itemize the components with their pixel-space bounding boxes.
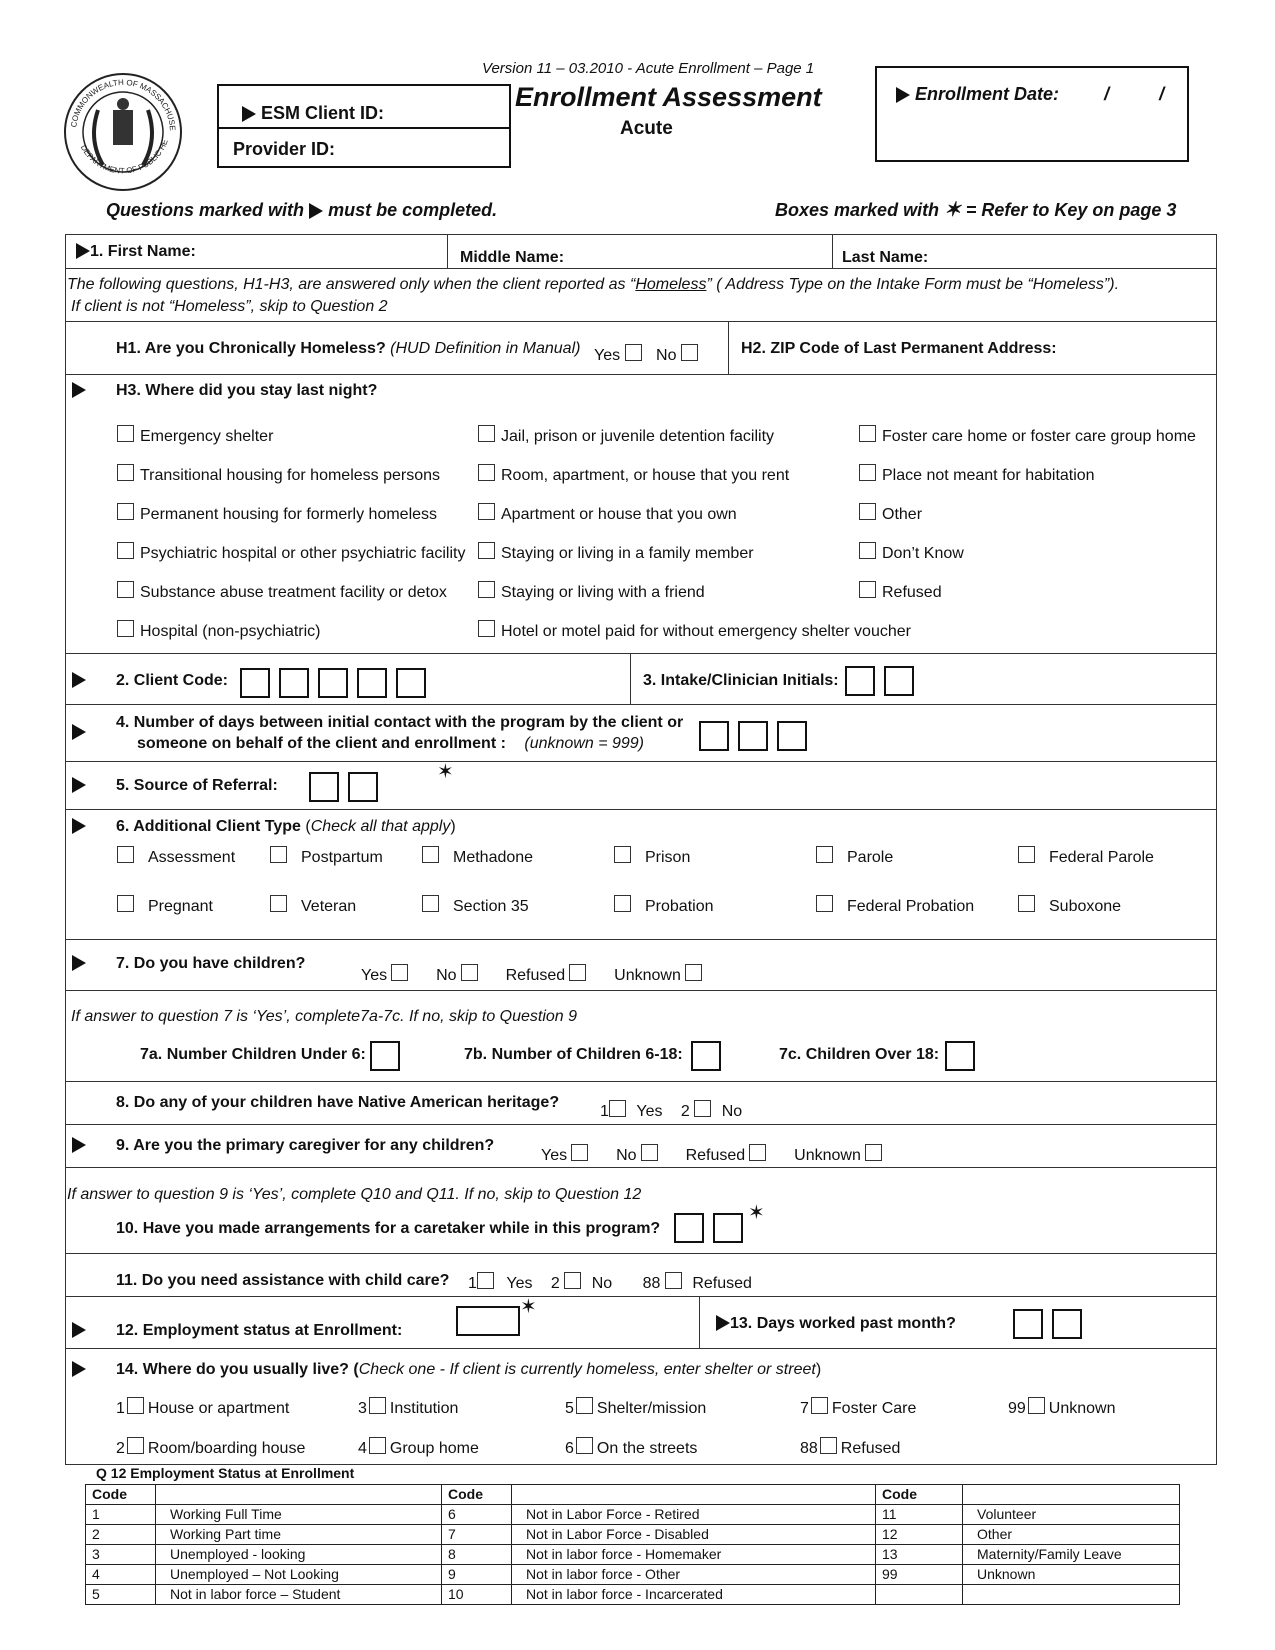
- option-label: Refused: [505, 967, 566, 984]
- h3-option-label: Room, apartment, or house that you rent: [501, 467, 790, 484]
- children-6-18-box[interactable]: [691, 1041, 721, 1071]
- client-type-label: Prison: [645, 849, 691, 866]
- client-type-label: Section 35: [453, 898, 529, 915]
- client-type-checkbox[interactable]: [1018, 846, 1035, 863]
- children-over-18-box[interactable]: [945, 1041, 975, 1071]
- key-code-cell: 6: [442, 1505, 512, 1525]
- client-type-option[interactable]: [614, 846, 690, 867]
- h3-option-checkbox[interactable]: [478, 581, 495, 598]
- key-desc-cell: Not in Labor Force - Retired: [512, 1505, 876, 1525]
- client-type-label: Federal Probation: [847, 898, 975, 915]
- residence-label: Room/boarding house: [147, 1440, 306, 1457]
- key-code-cell: 9: [442, 1565, 512, 1585]
- h3-option-label: Refused: [882, 584, 942, 601]
- key-code-cell: 11: [876, 1505, 963, 1525]
- referral-box-1[interactable]: [309, 772, 339, 802]
- client-type-label: Suboxone: [1049, 898, 1122, 915]
- residence-label: Foster Care: [831, 1400, 917, 1417]
- h3-option-label: Emergency shelter: [140, 428, 274, 445]
- key-desc-cell: Not in labor force - Other: [512, 1565, 876, 1585]
- h3-option[interactable]: [859, 425, 1196, 464]
- days-box-3[interactable]: [777, 721, 807, 751]
- days-worked-question: 13. Days worked past month?: [716, 1315, 956, 1333]
- homeless-note-1: The following questions, H1-H3, are answered only when the client reported as “Homeless” ( Address Type on the Intake Form must be “Homeless”).: [67, 276, 1120, 293]
- client-type-option[interactable]: [422, 846, 533, 867]
- yes-no-option[interactable]: [541, 1147, 588, 1164]
- h3-option-label: Hospital (non-psychiatric): [140, 623, 321, 640]
- option-checkbox[interactable]: [749, 1144, 766, 1161]
- h3-option[interactable]: [478, 581, 911, 620]
- option-label: Refused: [685, 1147, 746, 1164]
- seal-text-top: COMMONWEALTH OF MASSACHUSE: [69, 77, 178, 132]
- h3-option-label: Foster care home or foster care group home: [882, 428, 1196, 445]
- h1-question: H1. Are you Chronically Homeless? (HUD Definition in Manual): [116, 340, 581, 357]
- key-star-icon: ✶: [944, 199, 961, 221]
- h3-question: H3. Where did you stay last night?: [72, 382, 377, 400]
- key-code-cell: 1: [86, 1505, 156, 1525]
- h3-option-label: Don’t Know: [882, 545, 964, 562]
- q11-refused-checkbox[interactable]: [665, 1272, 682, 1289]
- residence-checkbox[interactable]: [369, 1397, 386, 1414]
- children-question: 7. Do you have children?: [72, 955, 305, 973]
- enrollment-date-label: Enrollment Date: / /: [896, 84, 1164, 105]
- homeless-note-2: If client is not “Homeless”, skip to Question 2: [71, 298, 388, 315]
- days-box-1[interactable]: [699, 721, 729, 751]
- residence-option[interactable]: [358, 1437, 479, 1458]
- key-code-cell: 4: [86, 1565, 156, 1585]
- client-type-checkbox[interactable]: [117, 846, 134, 863]
- required-arrow-icon: [72, 672, 86, 688]
- client-type-label: Assessment: [148, 849, 236, 866]
- version-line: Version 11 – 03.2010 - Acute Enrollment – Page 1: [482, 60, 815, 77]
- residence-option[interactable]: [1008, 1397, 1116, 1418]
- residence-checkbox[interactable]: [820, 1437, 837, 1454]
- initials-box-2[interactable]: [884, 666, 914, 696]
- residence-code: 1: [116, 1400, 125, 1417]
- h3-option-checkbox[interactable]: [117, 503, 134, 520]
- child-care-question: 11. Do you need assistance with child care?: [116, 1272, 450, 1289]
- key-desc-cell: Maternity/Family Leave: [963, 1545, 1180, 1565]
- residence-checkbox[interactable]: [576, 1437, 593, 1454]
- yes-no-option[interactable]: [506, 967, 587, 984]
- required-arrow-icon: [72, 777, 86, 793]
- h1-yes-checkbox[interactable]: [625, 344, 642, 361]
- h3-option[interactable]: [859, 464, 1196, 503]
- name-row: [65, 235, 1217, 269]
- yes-no-option[interactable]: [361, 967, 408, 984]
- seal-text-bottom: DEPARTMENT OF PUBLIC HE: [78, 138, 170, 176]
- client-type-label: Postpartum: [301, 849, 383, 866]
- key-star-icon: ✶: [748, 1202, 765, 1224]
- h3-option-label: Substance abuse treatment facility or detox: [140, 584, 447, 601]
- client-code-box-2[interactable]: [279, 668, 309, 698]
- client-code-question: 2. Client Code:: [72, 672, 228, 690]
- key-table-title: Q 12 Employment Status at Enrollment: [96, 1465, 355, 1481]
- client-code-box-5[interactable]: [396, 668, 426, 698]
- client-type-checkbox[interactable]: [816, 846, 833, 863]
- key-desc-cell: Working Full Time: [156, 1505, 442, 1525]
- key-desc-cell: Unknown: [963, 1565, 1180, 1585]
- client-type-label: Parole: [847, 849, 894, 866]
- residence-option[interactable]: [565, 1437, 697, 1458]
- client-type-option[interactable]: [270, 895, 356, 916]
- yes-no-option[interactable]: [436, 967, 477, 984]
- residence-option[interactable]: [800, 1437, 900, 1458]
- children-over-18-label: 7c. Children Over 18:: [779, 1046, 940, 1063]
- form-title: Enrollment Assessment: [515, 82, 822, 112]
- key-code-cell: 10: [442, 1585, 512, 1605]
- residence-label: Refused: [840, 1440, 901, 1457]
- provider-id-label: Provider ID:: [233, 139, 336, 159]
- client-type-checkbox[interactable]: [117, 895, 134, 912]
- h3-option-checkbox[interactable]: [478, 620, 495, 637]
- client-type-option[interactable]: [117, 846, 235, 867]
- key-star-icon: ✶: [520, 1296, 537, 1318]
- key-code-cell: 8: [442, 1545, 512, 1565]
- h3-option-label: Staying or living with a friend: [501, 584, 705, 601]
- q4-arrow: [72, 724, 86, 742]
- h3-option-checkbox[interactable]: [117, 620, 134, 637]
- residence-checkbox[interactable]: [1028, 1397, 1045, 1414]
- required-arrow-icon: [309, 203, 323, 219]
- key-code-cell: 12: [876, 1525, 963, 1545]
- form-subtitle: Acute: [620, 118, 673, 139]
- client-type-label: Probation: [645, 898, 714, 915]
- intake-initials-question: 3. Intake/Clinician Initials:: [643, 672, 839, 689]
- required-arrow-icon: [76, 243, 90, 259]
- employment-question: 12. Employment status at Enrollment:: [72, 1312, 402, 1340]
- h3-option-label: Psychiatric hospital or other psychiatric facility: [140, 545, 466, 562]
- caretaker-box-1[interactable]: [674, 1213, 704, 1243]
- yes-no-option[interactable]: [616, 1147, 657, 1164]
- q11-yes-checkbox[interactable]: [477, 1272, 494, 1289]
- q9-note: If answer to question 9 is ‘Yes’, complete Q10 and Q11. If no, skip to Question 12: [67, 1186, 642, 1203]
- days-to-enrollment-line2: someone on behalf of the client and enrollment : (unknown = 999): [137, 735, 645, 752]
- key-desc-cell: Unemployed – Not Looking: [156, 1565, 442, 1585]
- h3-option[interactable]: [117, 581, 465, 620]
- option-checkbox[interactable]: [569, 964, 586, 981]
- key-code-cell: 3: [86, 1545, 156, 1565]
- yes-no-option[interactable]: [686, 1147, 767, 1164]
- key-desc-cell: Not in labor force - Incarcerated: [512, 1585, 876, 1605]
- option-label: No: [436, 967, 457, 984]
- h3-option-label: Place not meant for habitation: [882, 467, 1095, 484]
- h3-option-checkbox[interactable]: [117, 425, 134, 442]
- key-code-cell: [876, 1585, 963, 1605]
- h3-option-label: Other: [882, 506, 923, 523]
- residence-label: Group home: [389, 1440, 479, 1457]
- option-label: Yes: [541, 1147, 568, 1164]
- required-note: Questions marked with must be completed.: [106, 200, 498, 220]
- required-arrow-icon: [72, 1361, 86, 1377]
- key-table-row: [86, 1585, 1180, 1605]
- h3-column-1: [117, 425, 465, 659]
- children-6-18-label: 7b. Number of Children 6-18:: [464, 1046, 683, 1063]
- native-american-question: 8. Do any of your children have Native American heritage?: [116, 1094, 560, 1111]
- h3-option-checkbox[interactable]: [478, 503, 495, 520]
- key-desc-cell: Other: [963, 1525, 1180, 1545]
- residence-code: 5: [565, 1400, 574, 1417]
- option-checkbox[interactable]: [865, 1144, 882, 1161]
- state-seal: [58, 70, 188, 195]
- residence-label: Unknown: [1048, 1400, 1116, 1417]
- employment-box[interactable]: [456, 1306, 520, 1336]
- residence-checkbox[interactable]: [127, 1397, 144, 1414]
- caretaker-box-2[interactable]: [713, 1213, 743, 1243]
- client-type-question: 6. Additional Client Type (Check all that apply): [72, 818, 456, 836]
- option-label: Unknown: [794, 1147, 861, 1164]
- client-type-option[interactable]: [117, 895, 213, 916]
- residence-checkbox[interactable]: [576, 1397, 593, 1414]
- client-type-checkbox[interactable]: [270, 895, 287, 912]
- h3-option-checkbox[interactable]: [117, 542, 134, 559]
- h3-option-checkbox[interactable]: [859, 581, 876, 598]
- native-american-options: 1 Yes 2 No: [600, 1100, 742, 1121]
- required-arrow-icon: [896, 87, 910, 103]
- client-type-label: Methadone: [453, 849, 534, 866]
- key-desc-cell: Not in labor force – Student: [156, 1585, 442, 1605]
- residence-label: On the streets: [596, 1440, 698, 1457]
- h3-option-checkbox[interactable]: [859, 464, 876, 481]
- key-table-row: [86, 1505, 1180, 1525]
- key-code-cell: 2: [86, 1525, 156, 1545]
- required-arrow-icon: [72, 1322, 86, 1338]
- key-code-cell: 5: [86, 1585, 156, 1605]
- h3-option[interactable]: [478, 425, 911, 464]
- h3-option[interactable]: [117, 425, 465, 464]
- residence-option[interactable]: [116, 1437, 305, 1458]
- client-code-box-4[interactable]: [357, 668, 387, 698]
- key-code-cell: 7: [442, 1525, 512, 1545]
- key-table-row: [86, 1545, 1180, 1565]
- residence-code: 6: [565, 1440, 574, 1457]
- h3-option[interactable]: [859, 581, 1196, 620]
- required-arrow-icon: [716, 1315, 730, 1331]
- enrollment-date-box[interactable]: [875, 66, 1189, 162]
- primary-caregiver-question: 9. Are you the primary caregiver for any children?: [72, 1137, 494, 1155]
- h3-option-checkbox[interactable]: [478, 542, 495, 559]
- client-type-option[interactable]: [1018, 846, 1154, 867]
- key-desc-cell: Volunteer: [963, 1505, 1180, 1525]
- required-arrow-icon: [242, 106, 256, 122]
- key-code-header: Code: [86, 1485, 156, 1505]
- client-type-option[interactable]: [270, 846, 383, 867]
- days-worked-box-1[interactable]: [1013, 1309, 1043, 1339]
- required-arrow-icon: [72, 382, 86, 398]
- usual-residence-question: 14. Where do you usually live? (Check one - If client is currently homeless, enter shelter or street): [72, 1361, 821, 1379]
- last-name-label[interactable]: Last Name:: [842, 249, 929, 266]
- children-under-6-label: 7a. Number Children Under 6:: [140, 1046, 366, 1063]
- q2-q3-row: [65, 654, 1217, 705]
- h3-option-label: Apartment or house that you own: [501, 506, 737, 523]
- h3-column-2: [478, 425, 911, 659]
- h3-option-label: Permanent housing for formerly homeless: [140, 506, 438, 523]
- h3-option-label: Transitional housing for homeless persons: [140, 467, 441, 484]
- client-type-option[interactable]: [614, 895, 714, 916]
- key-code-header: Code: [876, 1485, 963, 1505]
- key-desc-cell: Working Part time: [156, 1525, 442, 1545]
- h3-option-checkbox[interactable]: [859, 503, 876, 520]
- key-desc-cell: [963, 1585, 1180, 1605]
- option-checkbox[interactable]: [571, 1144, 588, 1161]
- esm-client-id-label: ESM Client ID:: [242, 103, 384, 124]
- residence-checkbox[interactable]: [369, 1437, 386, 1454]
- client-code-box-3[interactable]: [318, 668, 348, 698]
- h3-option-label: Staying or living in a family member: [501, 545, 754, 562]
- referral-source-question: 5. Source of Referral:: [72, 777, 278, 795]
- q8-no-checkbox[interactable]: [694, 1100, 711, 1117]
- h3-option-label: Hotel or motel paid for without emergency shelter voucher: [501, 623, 911, 640]
- client-type-checkbox[interactable]: [422, 846, 439, 863]
- residence-code: 3: [358, 1400, 367, 1417]
- option-label: No: [616, 1147, 637, 1164]
- client-type-option[interactable]: [1018, 895, 1121, 916]
- residence-code: 88: [800, 1440, 818, 1457]
- key-desc-cell: Not in Labor Force - Disabled: [512, 1525, 876, 1545]
- residence-code: 4: [358, 1440, 367, 1457]
- client-type-checkbox[interactable]: [816, 895, 833, 912]
- h3-option[interactable]: [117, 503, 465, 542]
- option-checkbox[interactable]: [461, 964, 478, 981]
- first-name-label[interactable]: 1. First Name:: [76, 243, 196, 261]
- required-arrow-icon: [72, 955, 86, 971]
- h3-option-checkbox[interactable]: [117, 464, 134, 481]
- children-options: [361, 964, 730, 985]
- residence-option[interactable]: [116, 1397, 289, 1418]
- key-star-icon: ✶: [437, 761, 454, 783]
- client-type-option[interactable]: [816, 895, 974, 916]
- h3-option[interactable]: [117, 542, 465, 581]
- h3-option[interactable]: [478, 503, 911, 542]
- key-desc-cell: Unemployed - looking: [156, 1545, 442, 1565]
- q7-note: If answer to question 7 is ‘Yes’, complete7a-7c. If no, skip to Question 9: [71, 1008, 578, 1025]
- residence-label: House or apartment: [147, 1400, 290, 1417]
- h3-option[interactable]: [478, 464, 911, 503]
- child-care-options: 1 Yes 2 No 88 Refused: [468, 1272, 752, 1293]
- client-code-box-1[interactable]: [240, 668, 270, 698]
- client-type-checkbox[interactable]: [614, 895, 631, 912]
- h3-option[interactable]: [117, 464, 465, 503]
- residence-code: 99: [1008, 1400, 1026, 1417]
- client-type-checkbox[interactable]: [614, 846, 631, 863]
- yes-no-option[interactable]: [614, 967, 702, 984]
- option-label: Yes: [361, 967, 388, 984]
- option-checkbox[interactable]: [391, 964, 408, 981]
- residence-checkbox[interactable]: [127, 1437, 144, 1454]
- required-arrow-icon: [72, 724, 86, 740]
- h1-options: Yes No: [594, 344, 698, 365]
- required-arrow-icon: [72, 1137, 86, 1153]
- h3-option[interactable]: [859, 542, 1196, 581]
- q7abc-row: [65, 991, 1217, 1082]
- caretaker-question: 10. Have you made arrangements for a caretaker while in this program?: [116, 1220, 661, 1237]
- days-to-enrollment-question: 4. Number of days between initial contact with the program by the client or: [116, 714, 684, 731]
- residence-option[interactable]: [800, 1397, 916, 1418]
- client-type-label: Pregnant: [148, 898, 213, 915]
- residence-code: 7: [800, 1400, 809, 1417]
- residence-option[interactable]: [565, 1397, 706, 1418]
- key-table-row: [86, 1525, 1180, 1545]
- residence-label: Shelter/mission: [596, 1400, 707, 1417]
- client-type-label: Veteran: [301, 898, 357, 915]
- required-arrow-icon: [72, 818, 86, 834]
- h3-option-checkbox[interactable]: [117, 581, 134, 598]
- h3-option-checkbox[interactable]: [859, 425, 876, 442]
- h3-option-checkbox[interactable]: [859, 542, 876, 559]
- key-note: Boxes marked with ✶ = Refer to Key on page 3: [775, 199, 1177, 221]
- q11-no-checkbox[interactable]: [564, 1272, 581, 1289]
- days-worked-box-2[interactable]: [1052, 1309, 1082, 1339]
- key-table-row: [86, 1565, 1180, 1585]
- key-code-cell: 13: [876, 1545, 963, 1565]
- days-box-2[interactable]: [738, 721, 768, 751]
- yes-no-option[interactable]: [794, 1147, 882, 1164]
- option-checkbox[interactable]: [641, 1144, 658, 1161]
- option-label: Unknown: [614, 967, 681, 984]
- client-type-checkbox[interactable]: [270, 846, 287, 863]
- residence-checkbox[interactable]: [811, 1397, 828, 1414]
- caregiver-options: [541, 1144, 910, 1165]
- client-type-checkbox[interactable]: [422, 895, 439, 912]
- referral-box-2[interactable]: [348, 772, 378, 802]
- q10-row: [65, 1168, 1217, 1254]
- q8-yes-checkbox[interactable]: [609, 1100, 626, 1117]
- h3-option[interactable]: [859, 503, 1196, 542]
- client-type-option[interactable]: [816, 846, 893, 867]
- key-code-cell: 99: [876, 1565, 963, 1585]
- h2-question[interactable]: H2. ZIP Code of Last Permanent Address:: [741, 340, 1057, 357]
- h3-option-checkbox[interactable]: [478, 425, 495, 442]
- h3-option[interactable]: [478, 542, 911, 581]
- h3-option-checkbox[interactable]: [478, 464, 495, 481]
- client-type-label: Federal Parole: [1049, 849, 1154, 866]
- key-desc-cell: Not in labor force - Homemaker: [512, 1545, 876, 1565]
- client-type-checkbox[interactable]: [1018, 895, 1035, 912]
- employment-key-table: [85, 1484, 1180, 1605]
- option-checkbox[interactable]: [685, 964, 702, 981]
- residence-code: 2: [116, 1440, 125, 1457]
- h3-column-3: [859, 425, 1196, 620]
- children-under-6-box[interactable]: [370, 1041, 400, 1071]
- middle-name-label[interactable]: Middle Name:: [460, 249, 565, 266]
- residence-label: Institution: [389, 1400, 459, 1417]
- client-type-option[interactable]: [422, 895, 529, 916]
- residence-option[interactable]: [358, 1397, 458, 1418]
- h1-no-checkbox[interactable]: [681, 344, 698, 361]
- initials-box-1[interactable]: [845, 666, 875, 696]
- key-code-header: Code: [442, 1485, 512, 1505]
- h3-option-label: Jail, prison or juvenile detention facility: [501, 428, 775, 445]
